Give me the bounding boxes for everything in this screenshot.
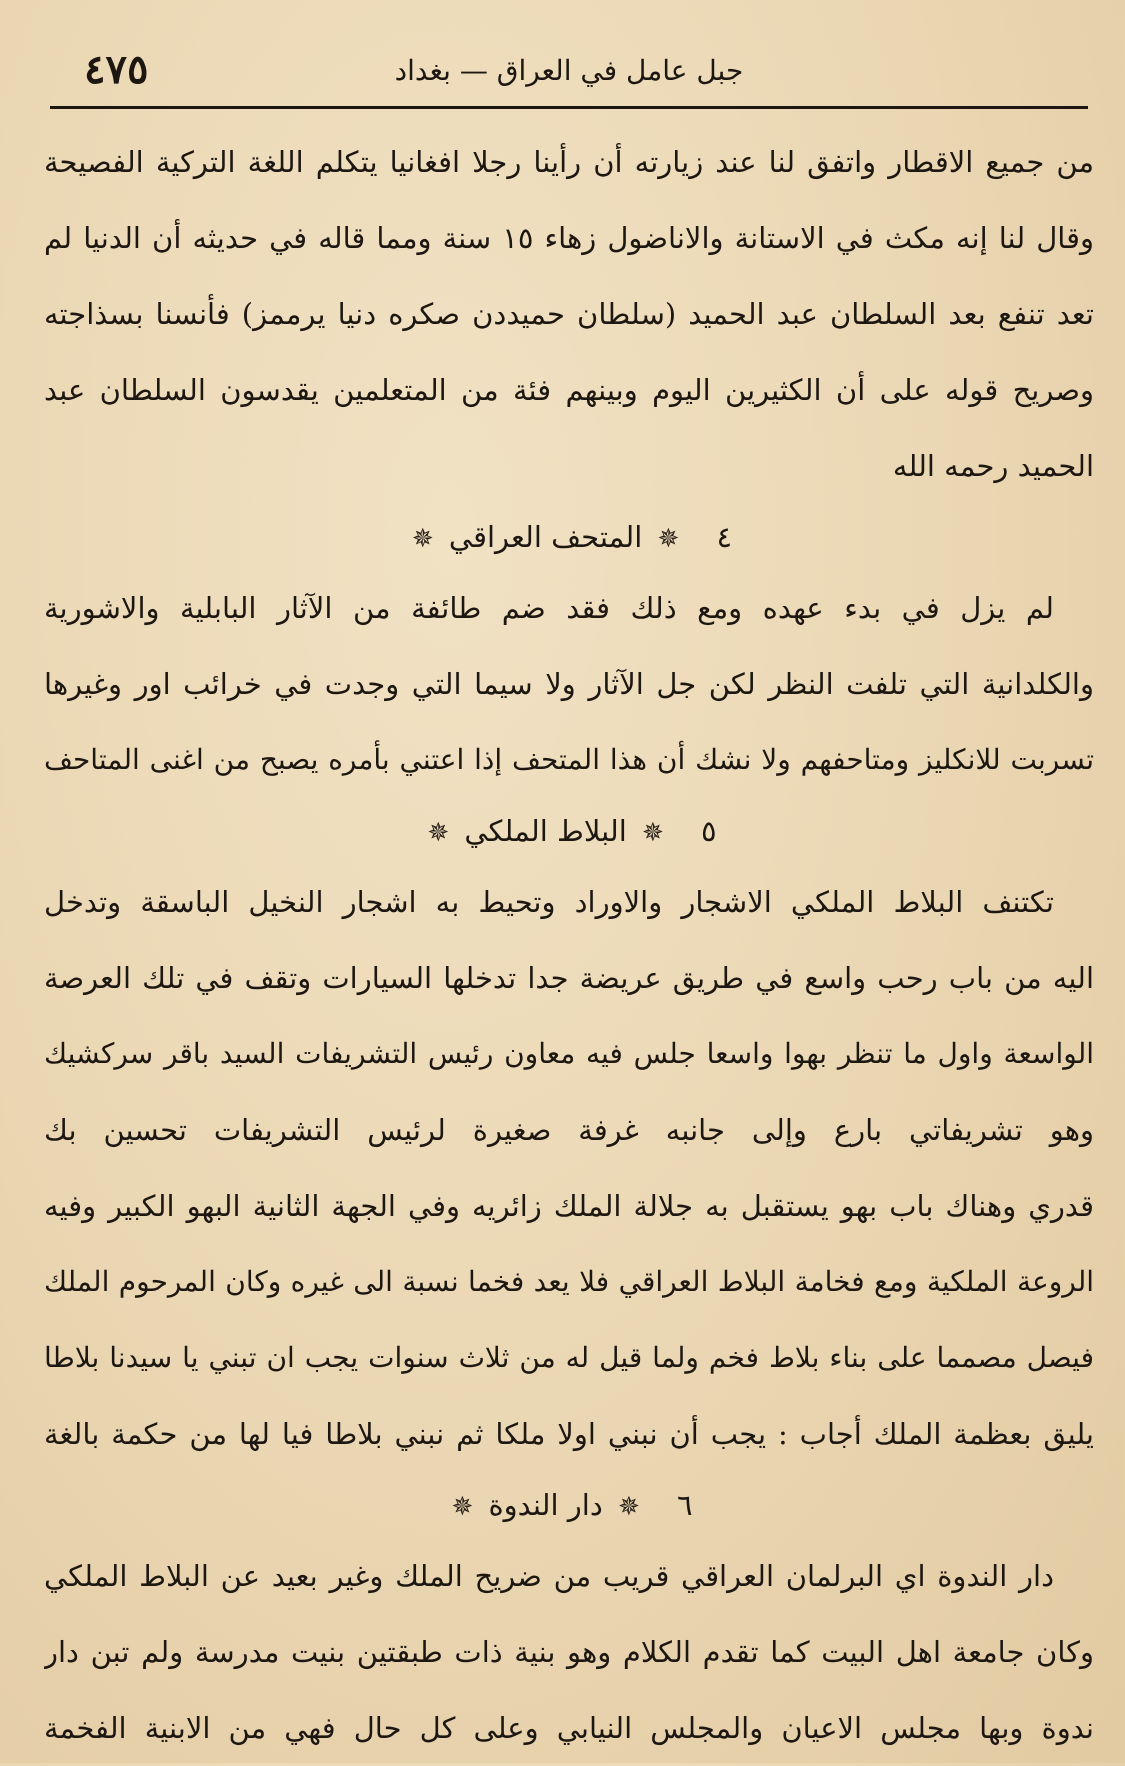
section-number: ٤ bbox=[716, 520, 733, 554]
section-title: البلاط الملكي bbox=[464, 814, 627, 848]
text-line: قدري وهناك باب بهو يستقبل به جلالة الملك زائريه وفي الجهة الثانية البهو الكبير وفيه bbox=[44, 1189, 1094, 1223]
text-line: وقال لنا إنه مكث في الاستانة والاناضول زهاء ١٥ سنة ومما قاله في حديثه أن الدنيا لم bbox=[44, 221, 1094, 255]
text-line: وكان جامعة اهل البيت كما تقدم الكلام وهو بنية ذات طبقتين بنيت مدرسة ولم تبن دار bbox=[44, 1635, 1094, 1669]
museum-paragraph bbox=[44, 570, 1094, 798]
text-line: ندوة وبها مجلس الاعيان والمجلس النيابي وعلى كل حال فهي من الابنية الفخمة bbox=[44, 1711, 1094, 1745]
text-line: تعد تنفع بعد السلطان عبد الحميد (سلطان حميددن صكره دنيا يرممز) فأنسنا بسذاجته bbox=[44, 297, 1094, 331]
text-line: تكتنف البلاط الملكي الاشجار والاوراد وتحيط به اشجار النخيل الباسقة وتدخل bbox=[44, 885, 1054, 919]
page-body bbox=[44, 124, 1094, 1766]
intro-paragraph bbox=[44, 124, 1094, 504]
text-line: اليه من باب رحب واسع في طريق عريضة جدا تدخلها السيارات وتقف في تلك العرصة bbox=[44, 961, 1094, 995]
running-title: جبل عامل في العراق — بغداد bbox=[394, 54, 744, 87]
star-ornament-icon: ✵ bbox=[451, 1492, 474, 1522]
page-number: ٤٧٥ bbox=[84, 46, 149, 93]
page-header bbox=[44, 40, 1094, 108]
royal-court-paragraph bbox=[44, 864, 1094, 1472]
text-line: وهو تشريفاتي بارع وإلى جانبه غرفة صغيرة لرئيس التشريفات تحسين بك bbox=[44, 1113, 1094, 1147]
text-line: فيصل مصمما على بناء بلاط فخم ولما قيل له من ثلاث سنوات يجب ان تبني يا سيدنا بلاطا bbox=[44, 1341, 1094, 1374]
text-line: وصريح قوله على أن الكثيرين اليوم وبينهم فئة من المتعلمين يقدسون السلطان عبد bbox=[44, 373, 1094, 407]
star-ornament-icon: ✵ bbox=[617, 1492, 640, 1522]
star-ornament-icon: ✵ bbox=[411, 524, 434, 554]
text-line: دار الندوة اي البرلمان العراقي قريب من ضريح الملك وغير بعيد عن البلاط الملكي bbox=[44, 1559, 1054, 1593]
section-number: ٥ bbox=[701, 814, 717, 848]
section-heading-royal-court bbox=[44, 798, 1094, 864]
section-number: ٦ bbox=[676, 1488, 693, 1522]
section-title: المتحف العراقي bbox=[448, 520, 643, 554]
header-rule bbox=[50, 106, 1088, 109]
text-line: الواسعة واول ما تنظر بهوا واسعا جلس فيه معاون رئيس التشريفات السيد باقر سركشيك bbox=[44, 1037, 1094, 1070]
text-line: والكلدانية التي تلفت النظر لكن جل الآثار ولا سيما التي وجدت في خرائب اور وغيرها bbox=[44, 667, 1094, 701]
text-line: الروعة الملكية ومع فخامة البلاط العراقي فلا يعد فخما نسبة الى غيره وكان المرحوم الملك bbox=[44, 1265, 1094, 1298]
text-line: تسربت للانكليز ومتاحفهم ولا نشك أن هذا المتحف إذا اعتني بأمره يصبح من اغنى المتاحف bbox=[44, 743, 1094, 776]
star-ornament-icon: ✵ bbox=[642, 818, 664, 848]
text-line: يليق بعظمة الملك أجاب : يجب أن نبني اولا ملكا ثم نبني بلاطا فيا لها من حكمة بالغة bbox=[44, 1417, 1094, 1451]
text-line: من جميع الاقطار واتفق لنا عند زيارته أن رأينا رجلا افغانيا يتكلم اللغة التركية الفصيحة bbox=[44, 145, 1094, 179]
star-ornament-icon: ✵ bbox=[657, 524, 680, 554]
star-ornament-icon: ✵ bbox=[427, 818, 450, 848]
text-line: الحميد رحمه الله bbox=[892, 449, 1094, 483]
parliament-paragraph bbox=[44, 1538, 1094, 1766]
section-heading-museum bbox=[44, 504, 1094, 570]
section-heading-parliament bbox=[44, 1472, 1094, 1538]
book-page bbox=[44, 40, 1094, 1745]
section-title: دار الندوة bbox=[488, 1488, 603, 1522]
text-line: لم يزل في بدء عهده ومع ذلك فقد ضم طائفة من الآثار البابلية والاشورية bbox=[44, 591, 1054, 625]
